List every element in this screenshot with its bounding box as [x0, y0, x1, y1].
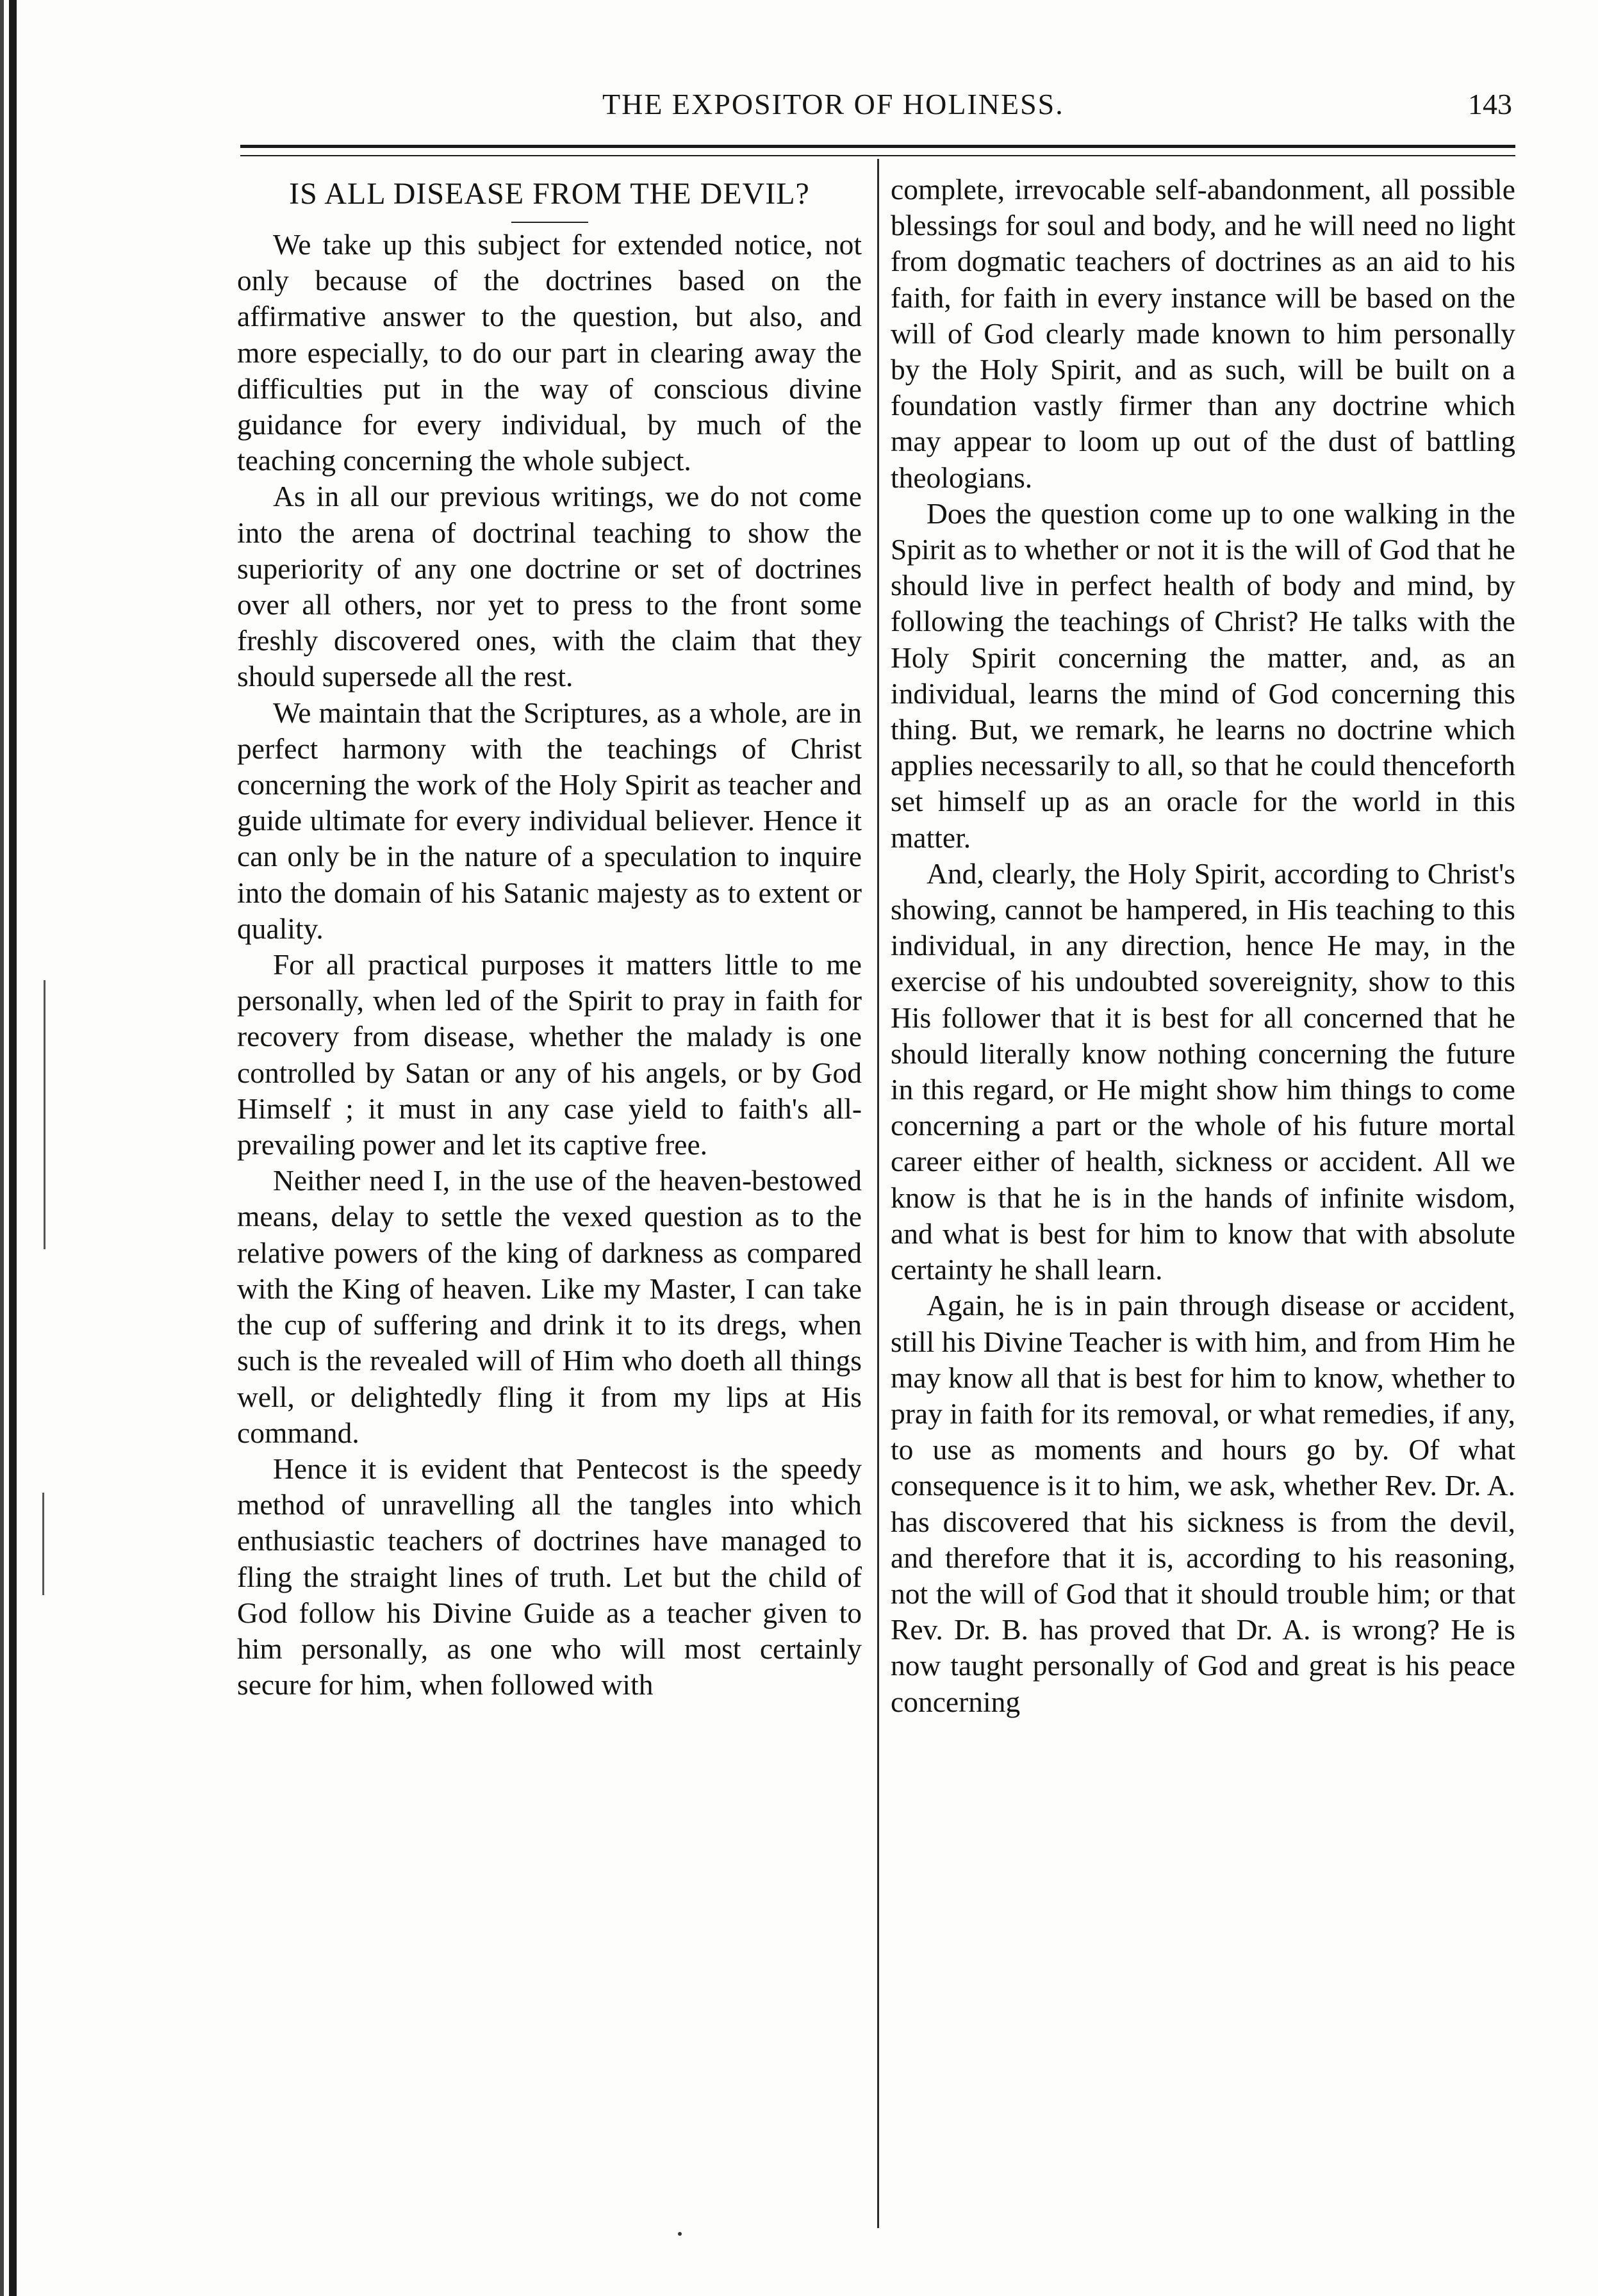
paragraph: Does the question come up to one walking in the Spirit as to whether or not it is the will of God that he should live in perfect health of body and mind, by following the teachings of Christ? He talks with the Holy Spirit concerning the matter, and, as an individual, learns the mind of God concerning this thing. But, we remark, he learns no doctrine which applies necessarily to all, so that he could thenceforth set himself up as an oracle for the world in this matter.: [891, 496, 1515, 854]
right-column: [891, 172, 1515, 1720]
binding-edge: [0, 0, 4, 2296]
paragraph: We take up this subject for extended notice, not only because of the doctrines based on the affirmative answer to the question, but also, and more especially, to do our part in clearing away the difficulties put in the way of conscious divine guidance for every individual, by much of the teaching concerning the whole subject.: [237, 228, 862, 477]
paragraph: And, clearly, the Holy Spirit, according to Christ's showing, cannot be hampered, in His teaching to this individual, in any direction, hence He may, in the exercise of his undoubted sovereignity, show to this His follower that it is best for all concerned that he should literally know nothing concerning the future in this regard, or He might show him things to come concerning a part or the whole of his future mortal career either of health, sickness or accident. All we know is that he is in the hands of infinite wisdom, and what is best for him to know that with absolute certainty he shall learn.: [891, 857, 1515, 1286]
paragraph: As in all our previous writings, we do not come into the arena of doctrinal teaching to show the superiority of any one doctrine or set of doctrines over all others, nor yet to press to the front some freshly discovered ones, with the claim that they should supersede all the rest.: [237, 480, 862, 693]
margin-pencil-mark: [44, 980, 45, 1249]
title-rule: [511, 222, 588, 223]
speck: [678, 2232, 682, 2236]
paragraph: Neither need I, in the use of the heaven-bestowed means, delay to settle the vexed question as to the relative powers of the king of darkness as compared with the King of heaven. Like my Master, I can take the cup of suffering and drink it to its dregs, when such is the revealed will of Him who doeth all things well, or delightedly fling it from my lips at His command.: [237, 1164, 862, 1449]
binding-shadow: [9, 0, 17, 2296]
article-title: IS ALL DISEASE FROM THE DEVIL?: [289, 177, 810, 211]
running-title: THE EXPOSITOR OF HOLINESS.: [602, 88, 1064, 120]
left-column: [237, 172, 862, 1703]
running-header: [243, 87, 1512, 132]
header-rule-thin: [240, 155, 1515, 156]
page-number: 143: [1468, 88, 1512, 120]
paragraph: We maintain that the Scriptures, as a whole, are in perfect harmony with the teachings of Christ concerning the work of the Holy Spirit as teacher and guide ultimate for every individual believer. Hence it can only be in the nature of a speculation to inquire into the domain of his Satanic majesty as to extent or quality.: [237, 696, 862, 945]
paragraph: Hence it is evident that Pentecost is the speedy method of unravelling all the tangles into which enthusiastic teachers of doctrines have managed to fling the straight lines of truth. Let but the child of God follow his Divine Guide as a teacher given to him personally, as one who will most certainly secure for him, when followed with: [237, 1452, 862, 1702]
paragraph: For all practical purposes it matters little to me personally, when led of the Spirit to pray in faith for recovery from disease, whether the malady is one controlled by Satan or any of his angels, or by God Himself ; it must in any case yield to faith's all-prevailing power and let its captive free.: [237, 948, 862, 1161]
margin-pencil-mark: [42, 1493, 44, 1595]
header-rule-thick: [240, 145, 1515, 148]
paragraph: Again, he is in pain through disease or accident, still his Divine Teacher is with him, and from Him he may know all that is best for him to know, whether to pray in faith for its removal, or what remedies, if any, to use as moments and hours go by. Of what consequence is it to him, we ask, whether Rev. Dr. A. has discovered that his sickness is from the devil, and therefore that it is, according to his reasoning, not the will of God that it should trouble him; or that Rev. Dr. B. has proved that Dr. A. is wrong? He is now taught personally of God and great is his peace concerning: [891, 1289, 1515, 1718]
paragraph-continued: complete, irrevocable self-abandonment, all possible blessings for soul and body, and he will need no light from dogmatic teachers of doctrines as an aid to his faith, for faith in every instance will be based on the will of God clearly made known to him personally by the Holy Spirit, and as such, will be built on a foundation vastly firmer than any doctrine which may appear to loom up out of the dust of battling theologians.: [891, 173, 1515, 494]
column-divider: [877, 159, 879, 2228]
